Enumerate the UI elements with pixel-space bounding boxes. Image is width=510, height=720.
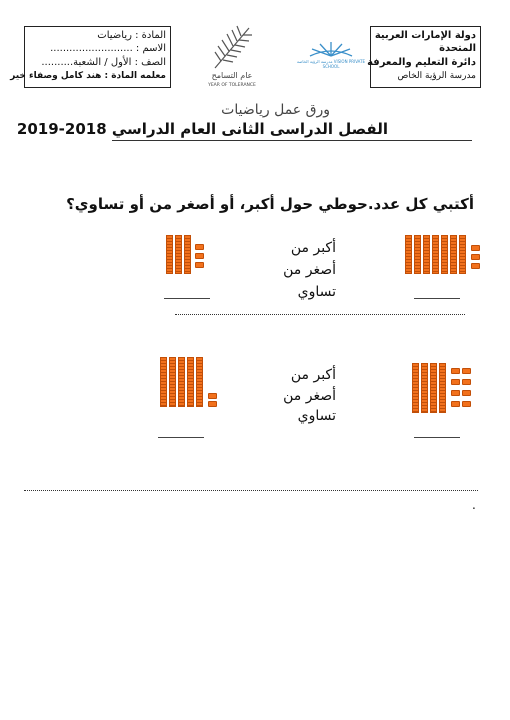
student-info-box [10,26,171,88]
choice-equal-1[interactable]: تساوي [297,284,336,300]
tens-rod [178,357,185,407]
tens-rod [423,235,430,274]
answer-blank-left-2[interactable] [158,437,204,438]
choice-greater-1[interactable]: أكبر من [290,240,336,256]
base-ten-group-right-1 [405,235,485,275]
title-underline [112,140,472,141]
choice-equal-2[interactable]: تساوي [297,408,336,424]
base-ten-group-left-1 [166,235,211,275]
tens-rod [459,235,466,274]
tens-rod [450,235,457,274]
bottom-dotted-line [24,490,478,491]
choice-less-1[interactable]: أصغر من [283,262,336,278]
tolerance-logo [205,22,259,92]
question-text: أكتبي كل عدد.حوطي حول أكبر، أو أصغر من أو تساوي؟ [66,195,474,213]
school-info-box [367,26,481,88]
ones-cube [195,253,204,259]
answer-blank-left-1[interactable] [164,298,210,299]
tens-rod [187,357,194,407]
tolerance-english: YEAR OF TOLERANCE [208,83,256,88]
school-logo [290,34,372,74]
semester-title: الفصل الدراسى الثانى العام الدراسي 2018-2019 [16,120,388,138]
tens-rod [196,357,203,407]
bottom-mark: . [472,498,476,512]
answer-blank-right-1[interactable] [414,298,460,299]
tens-rod [160,357,167,407]
school-name-line: مدرسة الرؤية الخاص [397,71,476,81]
ones-cube [451,379,460,385]
base-ten-group-left-2 [160,357,220,409]
tens-rod [414,235,421,274]
tens-rod [175,235,182,274]
tens-rod [439,363,446,413]
worksheet-title: ورق عمل رياضيات [221,102,330,118]
grade-line: الصف : الأول / الشعبة.......... [41,57,166,68]
tens-rod [412,363,419,413]
tolerance-arabic: عام التسامح [211,71,253,80]
tens-rod [441,235,448,274]
palm-icon [205,22,259,72]
student-name-line: الاسم : .......................... [50,43,166,54]
separator-dotted-line [175,314,465,315]
ones-cube [462,390,471,396]
ones-cube [471,245,480,251]
ones-cube [208,401,217,407]
tens-rod [430,363,437,413]
ones-cube [208,393,217,399]
choice-less-2[interactable]: أصغر من [283,388,336,404]
tens-rod [405,235,412,274]
country-line: دولة الإمارات العربية [374,30,476,41]
country-line-2: المتحدة [439,43,476,54]
ones-cube [451,390,460,396]
subject-line: المادة : رياضيات [97,30,166,41]
tens-rod [166,235,173,274]
choice-greater-2[interactable]: أكبر من [290,367,336,383]
ones-cube [451,368,460,374]
tens-rod [421,363,428,413]
answer-blank-right-2[interactable] [414,437,460,438]
ones-cube [471,254,480,260]
school-logo-text: مدرسة الرؤية الخاصة VISION PRIVATE SCHOOL [296,59,366,69]
ones-cube [471,263,480,269]
tens-rod [184,235,191,274]
base-ten-group-right-2 [412,363,477,415]
ones-cube [462,368,471,374]
ones-cube [195,244,204,250]
ones-cube [462,401,471,407]
teacher-line: معلمه المادة : هند كامل وصفاء خير [10,71,166,81]
ones-cube [195,262,204,268]
ones-cube [451,401,460,407]
tens-rod [169,357,176,407]
ones-cube [462,379,471,385]
tens-rod [432,235,439,274]
department-line: دائرة التعليم والمعرفة [367,57,476,68]
